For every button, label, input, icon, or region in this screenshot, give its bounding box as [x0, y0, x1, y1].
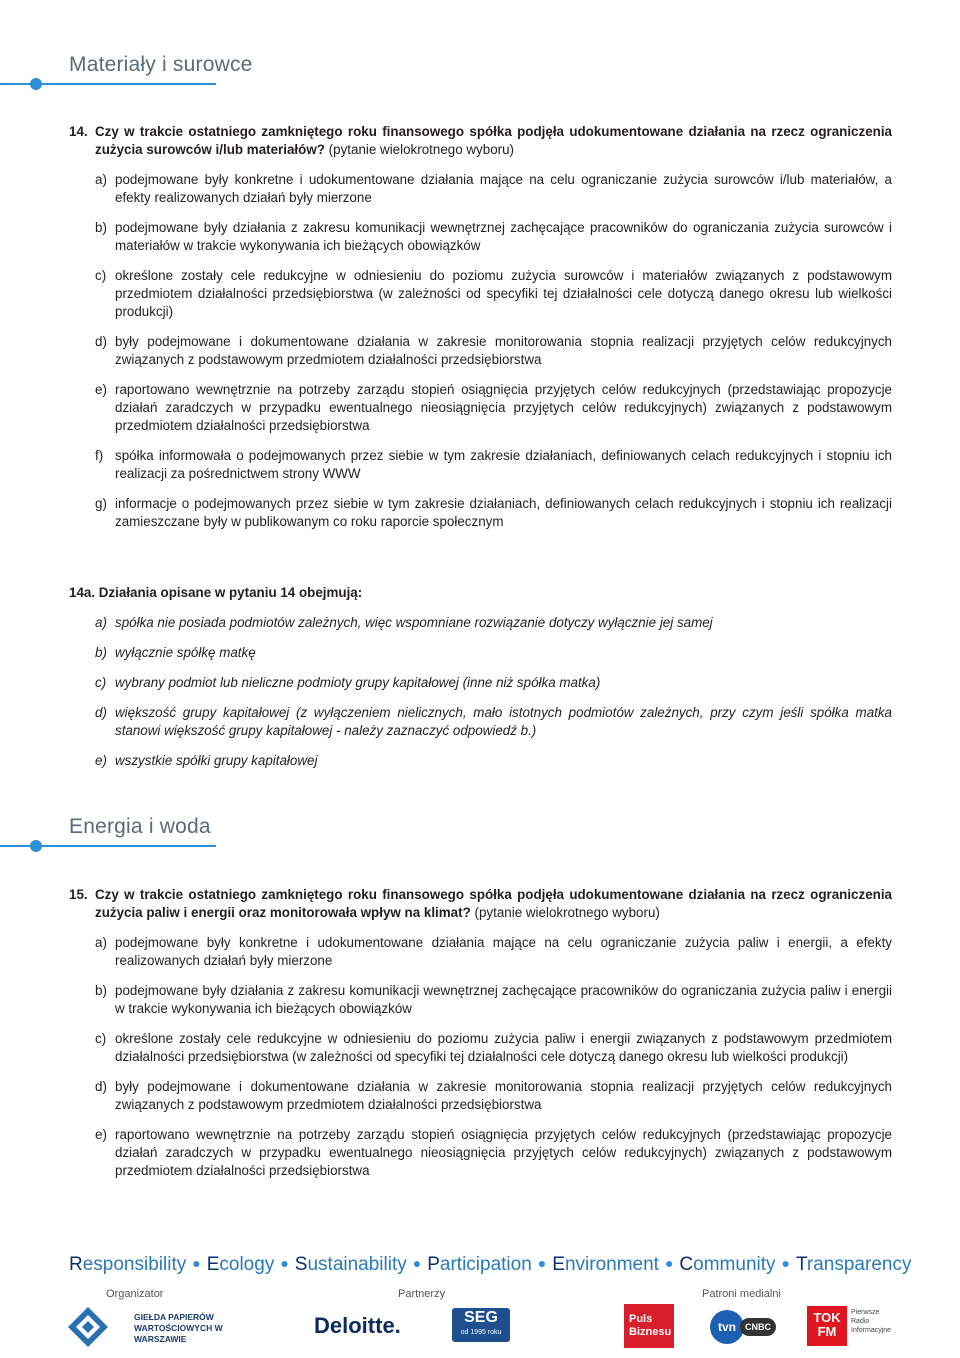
section-title-materials: Materiały i surowce [69, 53, 253, 76]
option-item [69, 934, 892, 970]
option-item [69, 1126, 892, 1180]
footer-tagline [69, 1254, 911, 1276]
option-letter: b) [95, 645, 107, 660]
tagline-dot-icon: ● [280, 1255, 289, 1271]
cnbc-logo: CNBC [740, 1318, 776, 1336]
question-14a [69, 584, 892, 782]
option-letter: c) [95, 268, 107, 283]
tagline-dot-icon: ● [412, 1255, 422, 1271]
fm-logo-text: FM [817, 1324, 837, 1339]
label-media: Patroni medialni [702, 1288, 781, 1300]
tagline-initial: S [294, 1254, 308, 1275]
option-letter: b) [95, 983, 107, 998]
tok-fm-logo-subtext: Pierwsze Radio Informacyjne [851, 1309, 892, 1334]
option-item [69, 1078, 892, 1114]
option-letter: a) [95, 172, 107, 187]
option-letter: d) [95, 334, 107, 349]
tagline-initial: R [69, 1254, 83, 1275]
tok-fm-logo [807, 1306, 847, 1346]
section-rule-dot [30, 840, 42, 852]
option-text: określone zostały cele redukcyjne w odniesieniu do poziomu zużycia paliw i energii związanych z podstawowym przedmiotem działalności przedsiębiorstwa (w zależności od specyfiki tej działalności cele dotyczą danego okresu lub wielkości produkcji) [115, 1031, 892, 1064]
option-item [69, 267, 892, 321]
tagline-initial: P [427, 1254, 440, 1275]
option-text: raportowano wewnętrznie na potrzeby zarządu stopień osiągnięcia przyjętych celów redukcyjnych (przedstawiając propozycje działań zaradczych w przypadku ewentualnego nieosiągnięcia przyjętych celów redukcyjnych) związanych z podstawowym przedmiotem działalności przedsiębiorstwa [115, 1127, 892, 1178]
option-item [69, 333, 892, 369]
option-text: większość grupy kapitałowej (z wyłączeniem nielicznych, mało istotnych podmiotów zależnych, przy czym jeśli spółka matka stanowi większość grupy kapitałowej - należy zaznaczyć odpowiedź b.) [115, 705, 892, 738]
option-text: podejmowane były działania z zakresu komunikacji wewnętrznej zachęcające pracowników do ograniczania zużycia paliw i energii w trakcie wykonywania ich bieżących obowiązków [115, 983, 892, 1016]
option-letter: e) [95, 1127, 107, 1142]
tagline-dot-icon: ● [781, 1255, 790, 1271]
section-rule-dot [30, 78, 42, 90]
label-organizer: Organizator [106, 1288, 164, 1300]
option-item [69, 704, 892, 740]
gpw-logo-icon [66, 1305, 110, 1349]
option-text: określone zostały cele redukcyjne w odniesieniu do poziomu zużycia surowców i materiałów związanych z podstawowym przedmiotem działalności przedsiębiorstwa (w zależności od specyfiki tej działalności cele dotyczą danego okresu lub wielkości produkcji) [115, 268, 892, 319]
question-number: 14. [69, 124, 88, 139]
tagline-word: cology [219, 1254, 275, 1275]
option-text: były podejmowane i dokumentowane działania w zakresie monitorowania stopnia realizacji przyjętych celów redukcyjnych związanych z podstawowym przedmiotem działalności przedsiębiorstwa [115, 1079, 892, 1112]
option-item [69, 674, 892, 692]
label-partners: Partnerzy [398, 1288, 446, 1300]
option-text: raportowano wewnętrznie na potrzeby zarządu stopień osiągnięcia przyjętych celów redukcyjnych (przedstawiając propozycje działań zaradczych w przypadku ewentualnego nieosiągnięcia przyjętych celów redukcyjnych) związanych z podstawowym przedmiotem działalności przedsiębiorstwa [115, 382, 892, 433]
option-letter: e) [95, 753, 107, 768]
option-letter: d) [95, 705, 107, 720]
option-item [69, 982, 892, 1018]
question-14-header [69, 123, 892, 159]
tagline-word: articipation [439, 1254, 532, 1275]
option-letter: a) [95, 935, 107, 950]
puls-biznesu-logo [624, 1304, 674, 1348]
option-letter: b) [95, 220, 107, 235]
option-text: podejmowane były działania z zakresu komunikacji wewnętrznej zachęcające pracowników do ograniczania zużycia surowców i materiałów w trakcie wykonywania ich bieżących obowiązków [115, 220, 892, 253]
option-item [69, 644, 892, 662]
tagline-dot-icon: ● [537, 1255, 547, 1271]
option-item [69, 171, 892, 207]
question-14 [69, 123, 892, 543]
tagline-word: ustainability [307, 1254, 407, 1275]
question-number: 15. [69, 887, 88, 902]
option-text: wszystkie spółki grupy kapitałowej [115, 753, 318, 768]
question-15-options [69, 934, 892, 1180]
option-item [69, 614, 892, 632]
option-letter: d) [95, 1079, 107, 1094]
option-letter: a) [95, 615, 107, 630]
option-text: spółka informowała o podejmowanych przez siebie w tym zakresie działaniach, definiowanych celach redukcyjnych i stopniu ich realizacji za pośrednictwem strony WWW [115, 448, 892, 481]
section-title-energy: Energia i woda [69, 815, 211, 838]
option-letter: e) [95, 382, 107, 397]
puls-biznesu-logo-text: Puls Biznesu [629, 1313, 672, 1338]
tagline-initial: T [795, 1254, 807, 1275]
option-text: podejmowane były konkretne i udokumentowane działania mające na celu ograniczanie zużycia surowców i/lub materiałów, a efekty realizowanych działań były mierzone [115, 172, 892, 205]
option-text: wyłącznie spółkę matkę [115, 645, 256, 660]
deloitte-logo: Deloitte. [314, 1313, 401, 1338]
option-text: informacje o podejmowanych przez siebie w tym zakresie działaniach, definiowanych celach redukcyjnych i stopniu ich realizacji zamieszczane były w publikowanym co roku raporcie społecznym [115, 496, 892, 529]
gpw-logo-text: GIEŁDA PAPIERÓW WARTOŚCIOWYCH W WARSZAWIE [134, 1312, 223, 1344]
option-letter: c) [95, 675, 107, 690]
option-item [69, 1030, 892, 1066]
tagline-initial: E [552, 1254, 565, 1275]
option-item [69, 219, 892, 255]
seg-logo-subtext: od 1995 roku [460, 1329, 502, 1336]
option-letter: f) [95, 448, 104, 463]
option-text: wybrany podmiot lub nieliczne podmioty grupy kapitałowej (inne niż spółka matka) [115, 675, 601, 690]
tvn-logo: tvn [710, 1310, 744, 1344]
question-note: (pytanie wielokrotnego wyboru) [474, 905, 660, 920]
tagline-dot-icon: ● [192, 1255, 201, 1271]
seg-logo-text: SEG [464, 1309, 498, 1326]
question-text: Czy w trakcie ostatniego zamkniętego roku finansowego spółka podjęła udokumentowane działania na rzecz ograniczenia zużycia surowców i/lub materiałów? [95, 124, 892, 157]
option-letter: g) [95, 496, 107, 511]
option-letter: c) [95, 1031, 107, 1046]
question-15 [69, 886, 892, 1192]
seg-logo [452, 1308, 510, 1342]
tagline-initial: E [206, 1254, 220, 1275]
question-14a-options [69, 614, 892, 770]
question-14a-heading: 14a. Działania opisane w pytaniu 14 obejmują: [69, 585, 363, 600]
question-15-header [69, 886, 892, 922]
tagline-initial: C [679, 1254, 694, 1275]
tagline-dot-icon: ● [664, 1255, 674, 1271]
option-item [69, 495, 892, 531]
option-text: spółka nie posiada podmiotów zależnych, więc wspomniane rozwiązanie dotyczy wyłącznie jej samej [115, 615, 713, 630]
tagline-word: ommunity [693, 1254, 776, 1275]
question-text: Czy w trakcie ostatniego zamkniętego roku finansowego spółka podjęła udokumentowane działania na rzecz ograniczenia zużycia paliw i energii oraz monitorowała wpływ na klimat? [95, 887, 892, 920]
tagline-word: nvironment [564, 1254, 659, 1275]
question-14-options [69, 171, 892, 531]
option-item [69, 381, 892, 435]
option-item [69, 752, 892, 770]
option-item [69, 447, 892, 483]
tagline-word: esponsibility [82, 1254, 187, 1275]
question-note: (pytanie wielokrotnego wyboru) [328, 142, 515, 157]
option-text: były podejmowane i dokumentowane działania w zakresie monitorowania stopnia realizacji przyjętych celów redukcyjnych związanych z podstawowym przedmiotem działalności przedsiębiorstwa [115, 334, 892, 367]
tok-logo-text: TOK [813, 1310, 841, 1325]
option-text: podejmowane były konkretne i udokumentowane działania mające na celu ograniczanie zużycia paliw i energii, a efekty realizowanych działań były mierzone [115, 935, 892, 968]
tagline-word: ransparency [806, 1254, 912, 1275]
